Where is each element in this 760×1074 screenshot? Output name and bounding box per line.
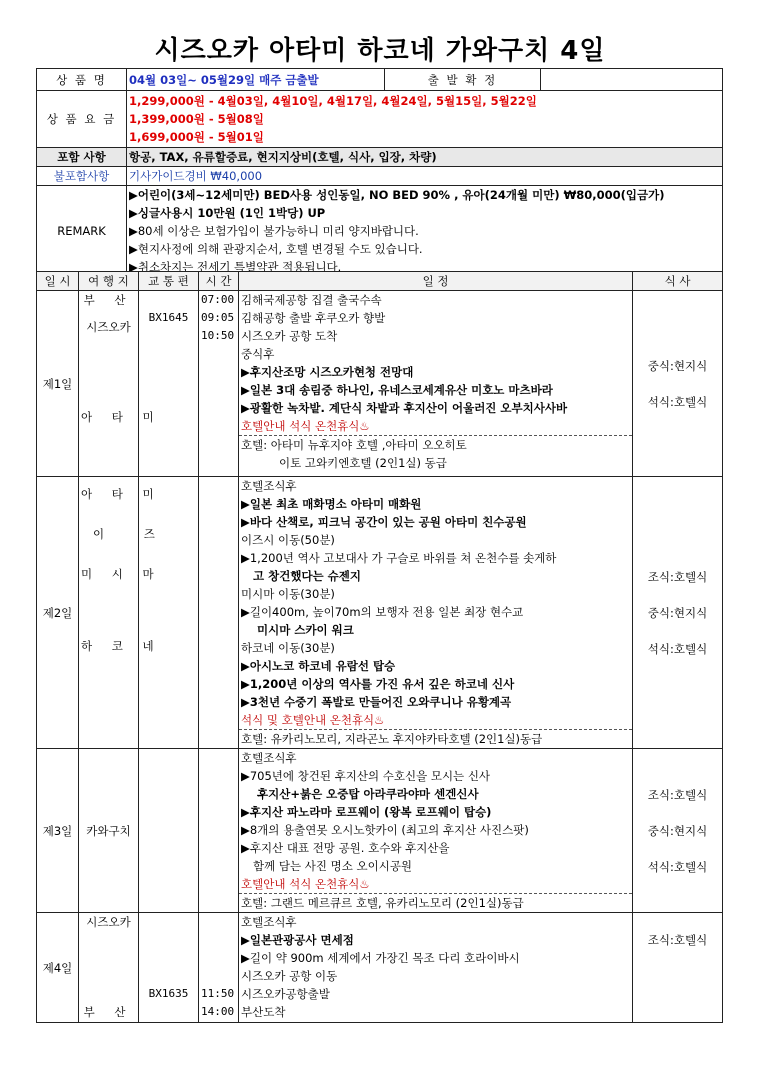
schedule-table [36, 271, 723, 1023]
schedule-line: ▶아시노코 하코네 유람선 탑승 [241, 659, 396, 673]
price-line: 1,299,000원 - 4월03일, 4월10일, 4월17일, 4월24일, 5월15일, 5월22일 [129, 94, 537, 108]
schedule-line: 후지산+붉은 오중탑 아라쿠라야마 센겐신사 [257, 787, 479, 801]
departure-value [541, 69, 723, 91]
product-value: 04월 03일~ 05월29일 매주 금출발 [127, 69, 385, 91]
schedule-line: 이즈시 이동(50분) [241, 533, 335, 547]
schedule-line: ▶일본 3대 송림중 하나인, 유네스코세계유산 미호노 마츠바라 [241, 383, 553, 397]
page-title: 시즈오카 아타미 하코네 가와구치 4일 [154, 36, 606, 66]
schedule-line: 호텔조식후 [241, 751, 297, 765]
schedule-line: ▶8개의 용출연못 오시노핫카이 (최고의 후지산 사진스팟) [241, 823, 529, 837]
schedule-line: 김해공항 출발 후쿠오카 향발 [241, 311, 386, 325]
schedule-line: ▶3천년 수중기 폭발로 만들어진 오와쿠니나 유황계곡 [241, 695, 512, 709]
time-value: 09:05 [201, 311, 235, 324]
schedule-line: ▶바다 산책로, 피크닉 공간이 있는 공원 아타미 친수공원 [241, 515, 527, 529]
meal-item: 중식:현지식 [647, 358, 708, 373]
schedule-line: ▶후지산 파노라마 로프웨이 (왕복 로프웨이 탑승) [241, 805, 492, 819]
schedule-column [239, 477, 633, 749]
remark-line: ▶어린이(3세~12세미만) BED사용 성인동일, NO BED 90% , 유아(24개월 미만) ₩80,000(입금가) [129, 188, 665, 202]
time-value: 07:00 [201, 293, 235, 306]
col-header-time: 시 간 [199, 272, 239, 291]
schedule-line: ▶후지산 대표 전망 공원. 호수와 후지산을 [241, 841, 450, 855]
day-row [37, 749, 723, 913]
schedule-line: 호텔안내 석식 온천휴식♨ [241, 877, 370, 891]
hotel-info [239, 435, 632, 472]
hotel-line: 호텔: 그랜드 메르큐르 호텔, 유카리노모리 (2인1실)동급 [241, 896, 524, 910]
hotel-info [239, 893, 632, 912]
meal-item: 중식:현지식 [647, 823, 708, 838]
schedule-line: 미시마 이동(30분) [241, 587, 335, 601]
schedule-line: 함께 담는 사진 명소 오이시공원 [253, 859, 413, 873]
place-name: 시즈오카 [86, 915, 131, 929]
remark-list [127, 186, 723, 277]
schedule-line: 고 창건했다는 슈젠지 [253, 569, 361, 583]
day-row [37, 913, 723, 1023]
schedule-line: 호텔조식후 [241, 479, 297, 493]
remark-line: ▶취소차지는 전세기 특별약관 적용됩니다. [129, 260, 342, 274]
day-row [37, 477, 723, 749]
meal-item: 조식:호텔식 [647, 933, 708, 947]
price-label: 상 품 요 금 [37, 91, 127, 148]
price-line: 1,399,000원 - 5월08일 [129, 112, 264, 126]
transport-column [139, 477, 199, 749]
schedule-column [239, 291, 633, 477]
col-header-meals: 식 사 [633, 272, 723, 291]
place-column [79, 477, 173, 749]
remark-line: ▶현지사정에 의해 관광지순서, 호텔 변경될 수도 있습니다. [129, 242, 423, 256]
day-label: 제3일 [37, 749, 79, 913]
meal-item: 석식:호텔식 [647, 394, 708, 409]
meal-item: 석식:호텔식 [647, 859, 708, 874]
place-name: 아 타 미 [81, 410, 162, 424]
hotel-info [239, 729, 632, 748]
remark-line: ▶싱글사용시 10만원 (1인 1박당) UP [129, 206, 326, 220]
remark-line: ▶80세 이상은 보험가입이 불가능하니 미리 양지바랍니다. [129, 224, 419, 238]
transport-column [139, 749, 199, 913]
meals-column [633, 291, 723, 477]
schedule-line: ▶일본 최초 매화명소 아타미 매화원 [241, 497, 422, 511]
day-label: 제4일 [37, 913, 79, 1023]
schedule-column [239, 913, 633, 1023]
place-name: 하 코 네 [81, 639, 162, 653]
excluded-label: 불포함사항 [37, 167, 127, 186]
time-column [199, 913, 239, 1023]
schedule-line: 호텔조식후 [241, 915, 297, 929]
price-list [127, 91, 723, 148]
meal-item: 석식:호텔식 [647, 641, 708, 656]
time-value: 14:00 [201, 1005, 235, 1018]
schedule-line: ▶광활한 녹차밭. 계단식 차밭과 후지산이 어울러진 오부치사사바 [241, 401, 568, 415]
schedule-line: 미시마 스카이 워크 [257, 623, 354, 637]
excluded-value: 기사가이드경비 ₩40,000 [127, 167, 723, 186]
included-value: 항공, TAX, 유류할증료, 현지지상비(호텔, 식사, 입장, 차량) [127, 148, 723, 167]
schedule-line: 시즈오카 공항 도착 [241, 329, 338, 343]
time-value: 10:50 [201, 329, 235, 342]
schedule-line: ▶후지산조망 시즈오카현청 전망대 [241, 365, 414, 379]
schedule-line: 시즈오카 공항 이동 [241, 969, 338, 983]
flight-number: BX1645 [148, 311, 189, 324]
place-name: 미 시 마 [81, 567, 162, 581]
time-column [199, 477, 239, 749]
time-column [199, 291, 239, 477]
schedule-line: ▶1,200년 역사 고보대사 가 구슬로 바위를 쳐 온천수를 솟게하 [241, 551, 557, 565]
meal-item: 조식:호텔식 [647, 569, 708, 584]
transport-column [139, 291, 199, 477]
transport-column [139, 913, 199, 1023]
meals-column [633, 477, 723, 749]
schedule-line: 하코네 이동(30분) [241, 641, 335, 655]
schedule-line: ▶705년에 창건된 후지산의 수호신을 모시는 신사 [241, 769, 491, 783]
day-row [37, 291, 723, 477]
schedule-line: 김해국제공항 집결 출국수속 [241, 293, 382, 307]
col-header-date: 일 시 [37, 272, 79, 291]
place-name: 이 즈 [93, 527, 173, 541]
schedule-line: ▶일본관광공사 면세점 [241, 933, 354, 947]
schedule-line: 호텔안내 석식 온천휴식♨ [241, 419, 370, 433]
hotel-line: 이토 고와키엔호텔 (2인1실) 동급 [279, 456, 447, 470]
day-label: 제2일 [37, 477, 79, 749]
schedule-line: ▶길이 약 900m 세계에서 가장긴 목조 다리 호라이바시 [241, 951, 520, 965]
place-name: 시즈오카 [86, 320, 131, 334]
hotel-line: 호텔: 유카리노모리, 지라곤노 후지야카타호텔 (2인1실)동급 [241, 732, 543, 746]
included-label: 포함 사항 [37, 148, 127, 167]
meal-item: 조식:호텔식 [647, 787, 708, 802]
col-header-transport: 교 통 편 [139, 272, 199, 291]
remark-label: REMARK [37, 186, 127, 277]
schedule-column [239, 749, 633, 913]
product-label: 상 품 명 [37, 69, 127, 91]
place-name: 카와구치 [79, 749, 139, 913]
schedule-line: 중식후 [241, 347, 275, 361]
day-label: 제1일 [37, 291, 79, 477]
col-header-place: 여 행 지 [79, 272, 139, 291]
place-column [79, 913, 139, 1023]
product-info-table [36, 68, 723, 277]
meals-column [633, 749, 723, 913]
schedule-line: 석식 및 호텔안내 온천휴식♨ [241, 713, 385, 727]
place-name: 아 타 미 [81, 487, 162, 501]
time-column [199, 749, 239, 913]
place-name: 부 산 [83, 293, 134, 307]
schedule-line: ▶1,200년 이상의 역사를 가진 유서 깊은 하코네 신사 [241, 677, 515, 691]
hotel-line: 호텔: 아타미 뉴후지야 호텔 ,아타미 오오히토 [241, 438, 467, 452]
schedule-line: 부산도착 [241, 1005, 286, 1019]
flight-number: BX1635 [148, 987, 189, 1000]
time-value: 11:50 [201, 987, 235, 1000]
place-name: 부 산 [83, 1005, 134, 1019]
price-line: 1,699,000원 - 5월01일 [129, 130, 264, 144]
place-column [79, 291, 162, 477]
schedule-line: ▶길이400m, 높이70m의 보행자 전용 일본 최장 현수교 [241, 605, 524, 619]
meal-item: 중식:현지식 [647, 605, 708, 620]
schedule-line: 시즈오카공항출발 [241, 987, 330, 1001]
departure-label: 출 발 확 정 [385, 69, 541, 91]
meals-column [633, 913, 723, 1023]
col-header-schedule: 일 정 [239, 272, 633, 291]
